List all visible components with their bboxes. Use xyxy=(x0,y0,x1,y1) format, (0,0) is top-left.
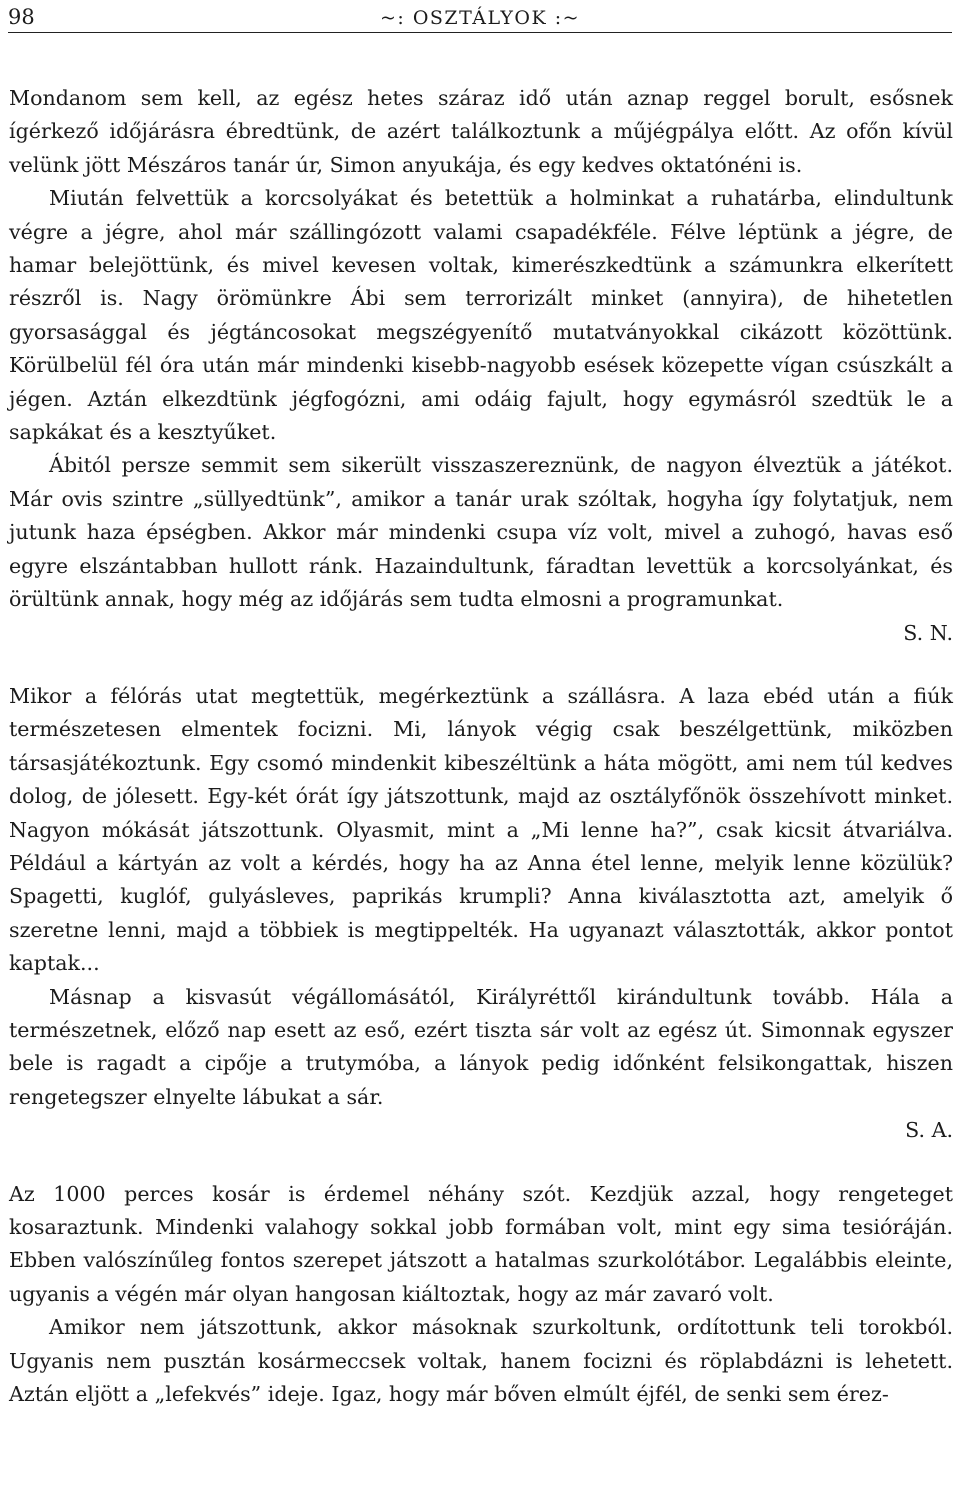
paragraph: Miután felvettük a korcsolyákat és betettük a holminkat a ruhatárba, elindultunk végre a jégre, ahol már szállingózott valami csapadékféle. Félve léptünk a jégre, de hamar belejöttünk, és mivel kevesen voltak, kimerészkedtünk a számunkra elkerített részről is. Nagy örömünkre Ábi sem terrorizált minket (annyira), de hihetetlen gyorsasággal és jégtáncosokat megszégyenítő mutatványokkal cikázott közöttünk. Körülbelül fél óra után már mindenki kisebb-nagyobb esések közepette vígan csúszkált a jégen. Aztán elkezdtünk jégfogózni, ami odáig fajult, hogy egymásról szedtük le a sapkákat és a kesztyűket. xyxy=(9,186,953,445)
paragraph: Ábitól persze semmit sem sikerült visszaszereznünk, de nagyon élveztük a játékot. Már ovis szintre „süllyedtünk”, amikor a tanár urak szóltak, hogyha így folytatjuk, nem jutunk haza épségben. Akkor már mindenki csupa víz volt, mivel a zuhogó, havas eső egyre elszántabban hullott ránk. Hazaindultunk, fáradtan levettük a korcsolyánkat, és örültünk annak, hogy még az időjárás sem tudta elmosni a programunkat. xyxy=(9,453,953,612)
paragraph: Amikor nem játszottunk, akkor másoknak szurkoltunk, ordítottunk teli torokból. Ugyanis nem pusztán kosármeccsek voltak, hanem focizni és röplabdázni is lehetett. Aztán eljött a „lefekvés” ideje. Igaz, hogy már bőven elmúlt éjfél, de senki sem érez- xyxy=(9,1315,953,1407)
section-gap xyxy=(9,650,953,680)
page-number: 98 xyxy=(8,5,35,29)
paragraph: Az 1000 perces kosár is érdemel néhány szót. Kezdjük azzal, hogy rengeteget kosaraztunk. Mindenki valahogy sokkal jobb formában volt, mint egy sima tesióráján. Ebben valószínűleg fontos szerepet játszott a hatalmas szurkolótábor. Legalábbis eleinte, ugyanis a végén már olyan hangosan kiáltoztak, hogy az már zavaró volt. xyxy=(9,1181,953,1306)
section-title: ~: OSZTÁLYOK :~ xyxy=(379,7,581,29)
running-header xyxy=(8,2,952,33)
paragraph: Mondanom sem kell, az egész hetes száraz idő után aznap reggel borult, esősnek ígérkező időjárásra ébredtünk, de azért találkoztunk a műjégpálya előtt. Az ofőn kívül velünk jött Mészáros tanár úr, Simon anyukája, és egy kedves oktatónéni is. xyxy=(9,86,953,177)
author-signature: S. N. xyxy=(903,620,953,645)
section-gap xyxy=(9,1148,953,1178)
paragraph: Másnap a kisvasút végállomásától, Királyréttől kirándultunk tovább. Hála a természetnek, előző nap esett az eső, ezért tiszta sár volt az egész út. Simonnak egyszer bele is ragadt a cipője a trutymóba, a lányok pedig időnként felsikongattak, hiszen rengetegszer elnyelte lábukat a sár. xyxy=(9,984,953,1109)
paragraph: Mikor a félórás utat megtettük, megérkeztünk a szállásra. A laza ebéd után a fiúk természetesen elmentek focizni. Mi, lányok végig csak beszélgettünk, miközben társasjátékoztunk. Egy csomó mindenkit kibeszéltünk a háta mögött, ami nem túl kedves dolog, de jólesett. Egy-két órát így játszottunk, majd az osztályfőnök összehívott minket. Nagyon mókását játszottunk. Olyasmit, mint a „Mi lenne ha?”, csak kicsit átvariálva. Például a kártyán az volt a kérdés, hogy ha az Anna étel lenne, melyik lenne közülük? Spagetti, kuglóf, gulyásleves, paprikás krumpli? Anna kiválasztotta azt, amelyik ő szeretne lenni, majd a többiek is megtippelték. Ha ugyanazt választották, akkor pontot kaptak... xyxy=(9,683,953,976)
author-signature: S. A. xyxy=(905,1118,953,1143)
body-text xyxy=(9,82,953,1411)
